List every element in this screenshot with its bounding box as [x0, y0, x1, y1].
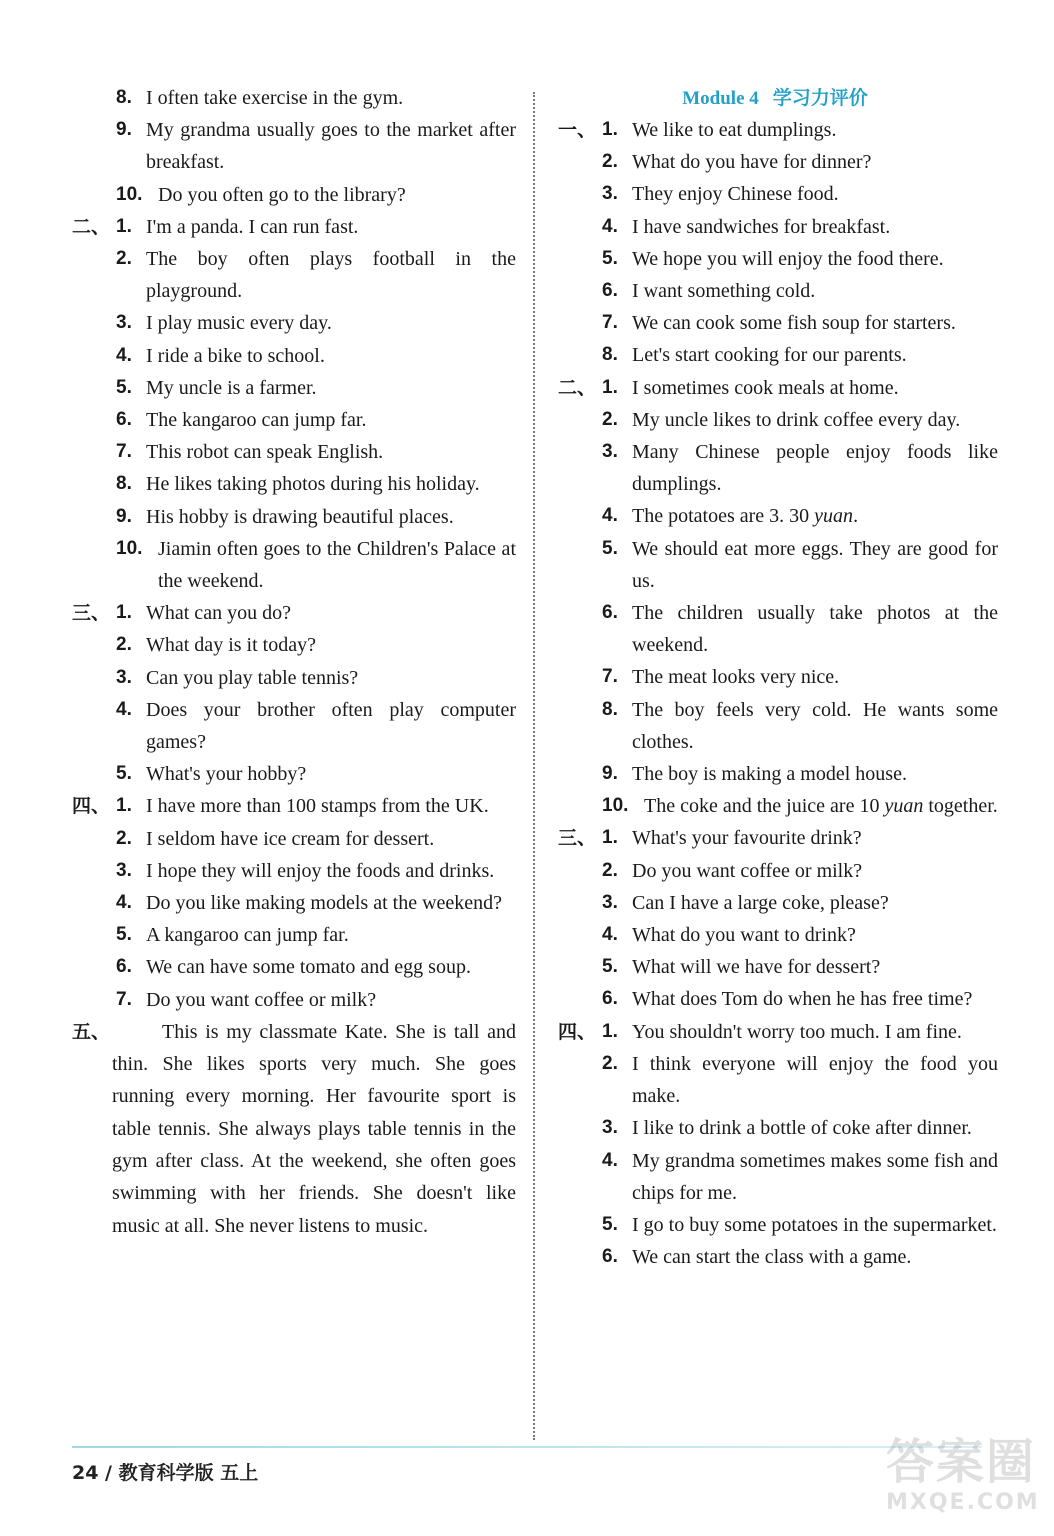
item-number: 8. — [116, 87, 132, 108]
item-text: I ride a bike to school. — [146, 344, 325, 367]
item-number: 7. — [116, 988, 132, 1010]
item-text: We like to eat dumplings. — [632, 119, 837, 141]
item-text: The children usually take photos at the weekend. — [632, 602, 998, 657]
item-text: His hobby is drawing beautiful places. — [146, 505, 454, 528]
answer-item — [552, 1112, 998, 1144]
item-text-tail: together. — [928, 795, 998, 818]
item-number: 3. — [602, 891, 618, 913]
item-text: What's your hobby? — [146, 763, 307, 786]
item-text: The boy often plays football in the playground. — [146, 248, 516, 303]
answer-item — [60, 211, 516, 243]
item-number: 6. — [602, 1246, 618, 1268]
item-text: Let's start cooking for our parents. — [632, 344, 907, 367]
item-number: 2. — [602, 1052, 618, 1074]
answer-item — [552, 146, 998, 178]
item-number: 5. — [116, 376, 132, 398]
item-text: Do you want coffee or milk? — [146, 988, 377, 1011]
item-number: 1. — [602, 1020, 618, 1042]
answer-item — [552, 597, 998, 661]
item-text: What does Tom do when he has free time? — [632, 988, 973, 1011]
item-number: 8. — [116, 473, 132, 495]
item-number: 4. — [602, 924, 618, 946]
watermark-url: MXQE.COM — [886, 1490, 1040, 1515]
item-number: 4. — [602, 1149, 618, 1171]
item-number: 4. — [116, 344, 132, 366]
answer-item — [60, 533, 516, 597]
item-text: We hope you will enjoy the food there. — [632, 247, 944, 270]
item-text: I'm a panda. I can run fast. — [146, 215, 359, 238]
answer-item — [60, 629, 516, 661]
section-marker: 一、 — [558, 119, 597, 141]
answer-item — [552, 822, 998, 854]
item-number: 1. — [602, 827, 618, 849]
item-number: 1. — [602, 119, 618, 140]
item-currency: yuan — [814, 505, 854, 528]
answer-item — [60, 887, 516, 919]
item-text: Jiamin often goes to the Children's Palace at the weekend. — [158, 537, 516, 593]
item-text: The boy is making a model house. — [632, 763, 907, 786]
answer-item — [60, 243, 516, 307]
item-text: My grandma sometimes makes some fish and chips for me. — [632, 1149, 998, 1204]
item-text: Does your brother often play computer games? — [146, 698, 516, 754]
item-number: 3. — [116, 312, 132, 334]
item-text: What will we have for dessert? — [632, 956, 881, 979]
item-number: 4. — [602, 505, 618, 527]
item-text: I sometimes cook meals at home. — [632, 376, 899, 399]
answer-item — [60, 951, 516, 983]
answer-item — [60, 501, 516, 533]
answer-item — [552, 1241, 998, 1273]
answer-item — [552, 855, 998, 887]
section-marker: 三、 — [558, 827, 597, 850]
answer-item — [60, 694, 516, 758]
item-number: 6. — [602, 602, 618, 624]
item-number: 3. — [602, 183, 618, 205]
answer-item — [60, 919, 516, 951]
section-marker: 三、 — [72, 602, 111, 625]
answer-item — [552, 1209, 998, 1241]
answer-item — [60, 404, 516, 436]
item-number: 2. — [116, 634, 132, 656]
answer-item — [552, 404, 998, 436]
answer-item — [552, 790, 998, 822]
answer-item — [552, 436, 998, 500]
item-number: 1. — [116, 795, 132, 817]
item-number: 9. — [602, 763, 618, 785]
answer-item — [552, 758, 998, 790]
answer-item — [552, 178, 998, 210]
item-number: 5. — [602, 956, 618, 978]
answer-item — [60, 307, 516, 339]
item-number: 4. — [116, 892, 132, 914]
column-divider — [533, 92, 535, 1440]
item-text: I want something cold. — [632, 280, 816, 303]
answer-item — [552, 211, 998, 243]
item-text: Can I have a large coke, please? — [632, 891, 889, 914]
item-number: 6. — [116, 409, 132, 431]
page-footer: 24 / 教育科学版 五上 — [72, 1462, 259, 1484]
answer-item — [60, 984, 516, 1016]
answer-item — [552, 1048, 998, 1112]
item-number: 2. — [602, 859, 618, 881]
answer-item — [552, 1016, 998, 1048]
answer-item — [552, 919, 998, 951]
item-text: I think everyone will enjoy the food you make. — [632, 1052, 998, 1108]
item-number: 6. — [116, 956, 132, 978]
item-number: 10. — [116, 183, 143, 205]
section-marker: 五、 — [72, 1020, 111, 1043]
answer-item — [552, 114, 998, 146]
answer-item — [552, 500, 998, 532]
answer-item — [60, 468, 516, 500]
item-text: We can cook some fish soup for starters. — [632, 312, 956, 335]
item-text: He likes taking photos during his holiday. — [146, 473, 480, 496]
item-number: 3. — [116, 666, 132, 688]
item-text: Do you want coffee or milk? — [632, 859, 863, 882]
item-number: 4. — [602, 215, 618, 237]
item-text: My uncle likes to drink coffee every day. — [632, 408, 961, 431]
item-text: Many Chinese people enjoy foods like dumplings. — [632, 441, 998, 496]
item-number: 5. — [116, 763, 132, 785]
item-text: I often take exercise in the gym. — [146, 87, 404, 109]
item-number: 9. — [116, 505, 132, 527]
answer-item — [60, 597, 516, 629]
answer-item — [60, 372, 516, 404]
answer-item — [552, 951, 998, 983]
item-text: The coke and the juice are 10 — [644, 795, 880, 818]
item-number: 1. — [116, 215, 132, 237]
item-number: 10. — [602, 795, 629, 817]
item-text: We can have some tomato and egg soup. — [146, 956, 471, 979]
item-number: 3. — [602, 441, 618, 463]
item-text: What day is it today? — [146, 634, 316, 657]
item-number: 2. — [602, 408, 618, 430]
answer-item — [60, 790, 516, 822]
section-marker: 四、 — [558, 1020, 597, 1043]
item-text: They enjoy Chinese food. — [632, 183, 839, 206]
module-label: Module 4 — [682, 88, 759, 109]
item-text: What do you want to drink? — [632, 924, 856, 947]
item-number: 7. — [602, 666, 618, 688]
item-text: I play music every day. — [146, 312, 332, 335]
section-marker: 二、 — [72, 215, 111, 238]
answer-item — [552, 661, 998, 693]
item-text: The potatoes are 3. 30 — [632, 505, 810, 528]
answer-item — [60, 179, 516, 211]
item-text: What's your favourite drink? — [632, 827, 862, 850]
item-number: 1. — [602, 376, 618, 398]
item-text: What can you do? — [146, 602, 291, 625]
item-number: 3. — [116, 859, 132, 881]
answer-item — [552, 307, 998, 339]
item-currency: yuan — [884, 795, 924, 818]
answer-item — [60, 662, 516, 694]
answer-item — [60, 855, 516, 887]
item-number: 5. — [116, 924, 132, 946]
item-number: 2. — [602, 151, 618, 173]
footer-rule — [72, 1446, 982, 1448]
answer-item — [552, 983, 998, 1015]
answer-item — [552, 533, 998, 597]
item-text: The kangaroo can jump far. — [146, 409, 367, 432]
item-number: 6. — [602, 988, 618, 1010]
item-number: 7. — [116, 441, 132, 463]
section-marker: 四、 — [72, 795, 111, 818]
item-number: 1. — [116, 602, 132, 624]
item-number: 2. — [116, 827, 132, 849]
passage-paragraph — [60, 1016, 516, 1242]
item-number: 6. — [602, 280, 618, 302]
item-text: My uncle is a farmer. — [146, 376, 317, 399]
answer-item — [552, 339, 998, 371]
item-number: 5. — [602, 537, 618, 559]
item-number: 5. — [602, 1213, 618, 1235]
watermark-text: 答案圈 — [886, 1434, 1037, 1490]
answer-item — [552, 887, 998, 919]
answer-item — [60, 758, 516, 790]
item-number: 10. — [116, 537, 143, 559]
passage-text: This is my classmate Kate. She is tall and thin. She likes sports very much. She goes running every morning. Her favourite sport is table tennis. She always plays table tennis in the gym after class. At the weekend, she often goes swimming with her friends. She doesn't like music at all. She never listens to music. — [112, 1020, 516, 1237]
item-number: 3. — [602, 1117, 618, 1139]
item-number: 7. — [602, 312, 618, 334]
answer-item — [60, 114, 516, 178]
item-text: I seldom have ice cream for dessert. — [146, 827, 435, 850]
module-subtitle: 学习力评价 — [772, 87, 868, 109]
item-text: Do you like making models at the weekend? — [146, 892, 503, 915]
answer-item — [60, 340, 516, 372]
watermark-logo — [886, 1434, 1040, 1522]
answer-item — [60, 436, 516, 468]
item-text: What do you have for dinner? — [632, 151, 872, 174]
right-answer-list — [552, 114, 998, 1273]
left-column — [60, 82, 516, 1242]
module-title — [552, 82, 998, 114]
answer-item — [60, 823, 516, 855]
item-text: Do you often go to the library? — [158, 183, 406, 206]
item-text: I go to buy some potatoes in the supermarket. — [632, 1213, 997, 1236]
item-text: I hope they will enjoy the foods and drinks. — [146, 859, 495, 882]
item-text: We should eat more eggs. They are good for us. — [632, 537, 998, 592]
item-text: I have more than 100 stamps from the UK. — [146, 795, 489, 818]
item-text: The boy feels very cold. He wants some clothes. — [632, 698, 998, 753]
answer-item — [60, 82, 516, 114]
answer-item — [552, 1145, 998, 1209]
item-number: 9. — [116, 119, 132, 141]
item-text: You shouldn't worry too much. I am fine. — [632, 1020, 962, 1043]
item-text: The meat looks very nice. — [632, 666, 840, 689]
answer-item — [552, 275, 998, 307]
item-text: A kangaroo can jump far. — [146, 924, 349, 947]
section-marker: 二、 — [558, 376, 597, 399]
item-text: I have sandwiches for breakfast. — [632, 215, 891, 238]
item-text: I like to drink a bottle of coke after dinner. — [632, 1117, 972, 1140]
item-text: My grandma usually goes to the market after breakfast. — [146, 119, 516, 174]
item-text: We can start the class with a game. — [632, 1246, 912, 1269]
item-text: Can you play table tennis? — [146, 666, 359, 689]
item-number: 2. — [116, 248, 132, 270]
item-number: 4. — [116, 698, 132, 720]
item-number: 8. — [602, 698, 618, 720]
item-text-tail: . — [853, 505, 859, 528]
item-number: 8. — [602, 344, 618, 366]
answer-item — [552, 243, 998, 275]
answer-item — [552, 694, 998, 758]
answer-item — [552, 372, 998, 404]
right-column — [552, 82, 998, 1273]
item-number: 5. — [602, 247, 618, 269]
item-text: This robot can speak English. — [146, 441, 384, 464]
